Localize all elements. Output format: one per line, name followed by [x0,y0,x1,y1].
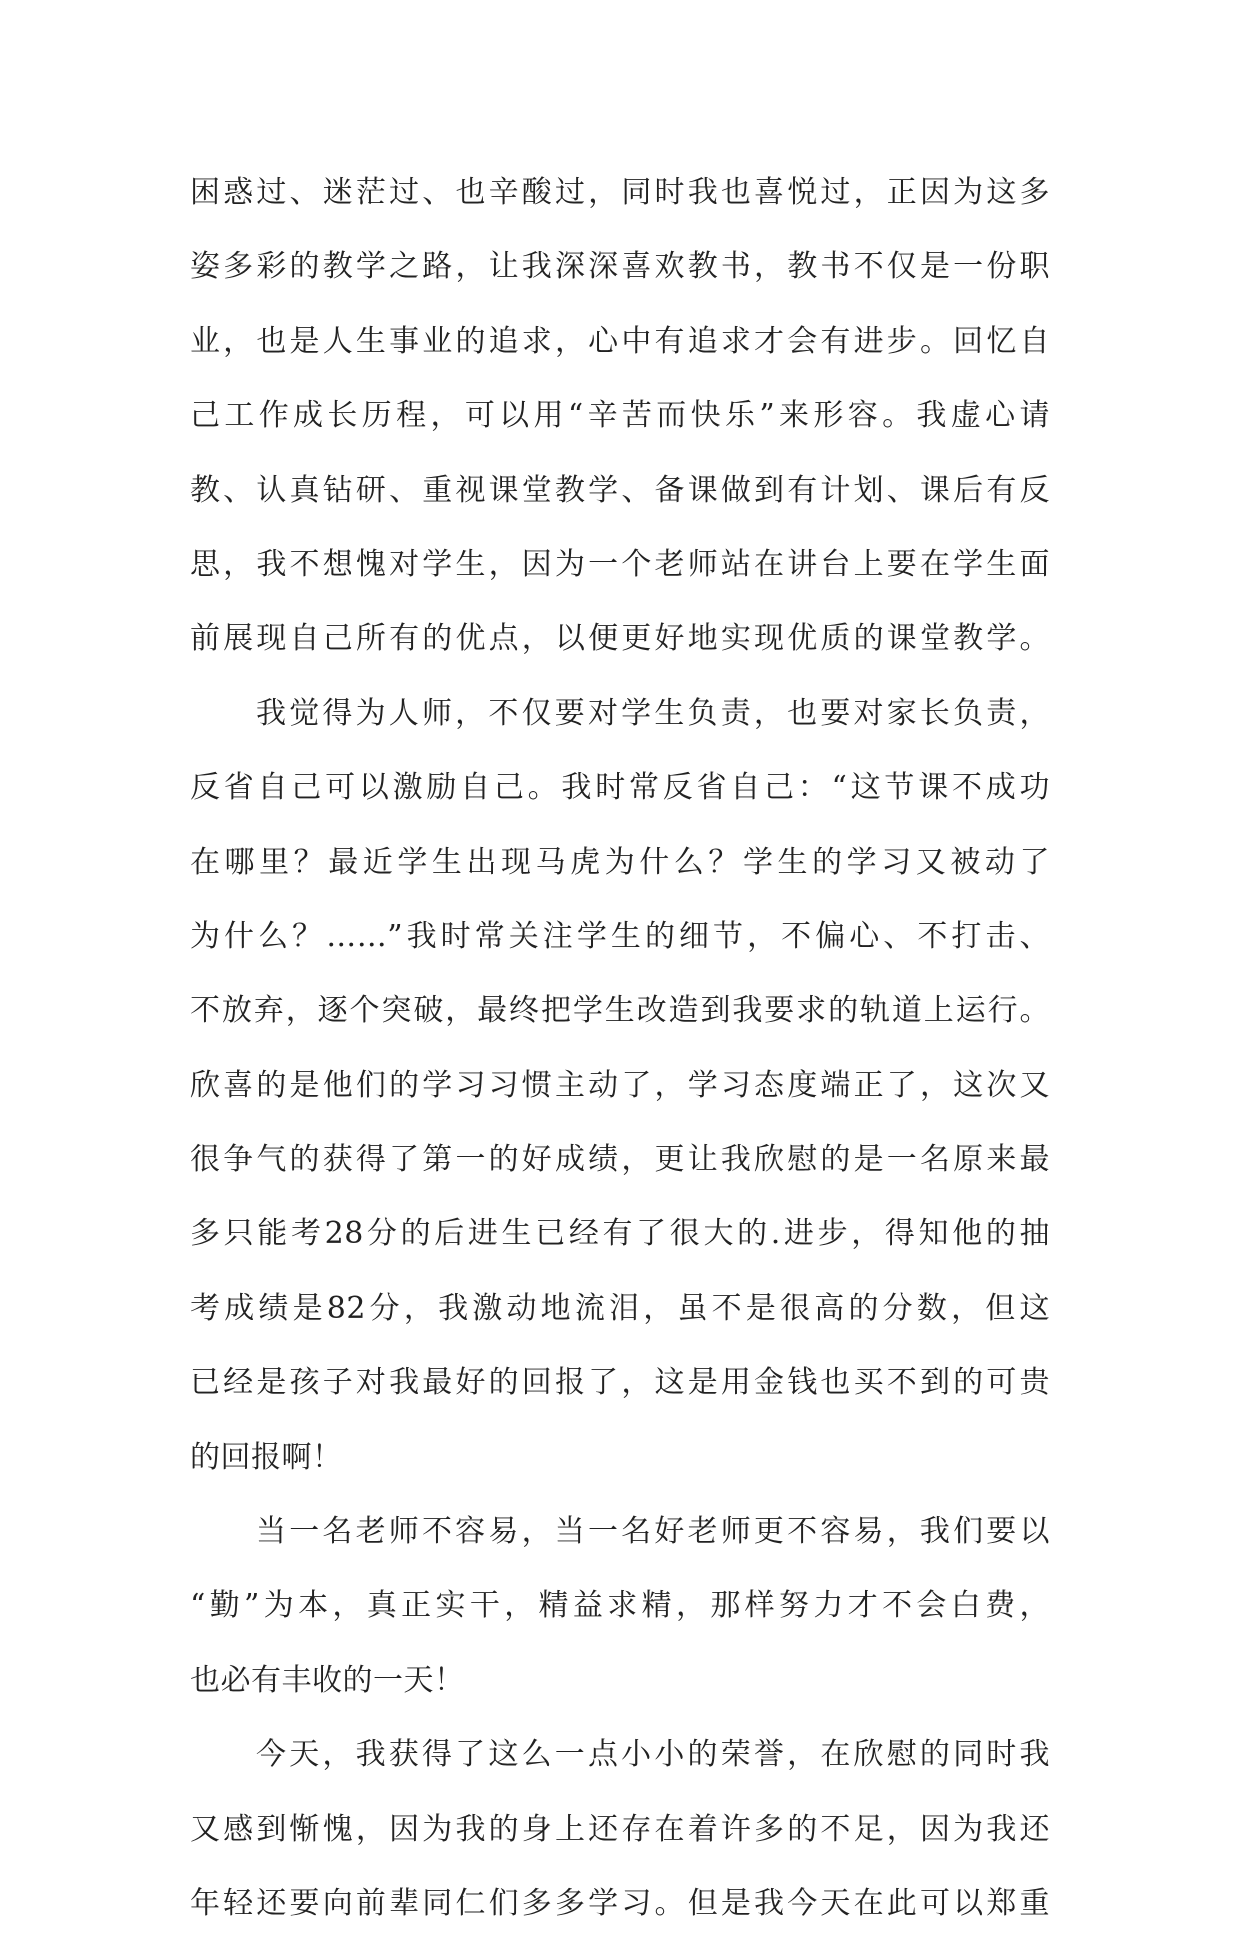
text-line: 教、认真钻研、重视课堂教学、备课做到有计划、课后有反 [190,472,1050,508]
body-text [190,156,1050,1941]
text-line: 己工作成长历程，可以用“辛苦而快乐”来形容。我虚心请 [190,398,1050,434]
text-line: 困惑过、迷茫过、也辛酸过，同时我也喜悦过，正因为这多 [190,175,1050,210]
text-line: 为什么？……”我时常关注学生的细节，不偏心、不打击、 [190,918,1050,954]
paragraph-first-line: 今天，我获得了这么一点小小的荣誉，在欣慰的同时我 [256,1737,1050,1773]
paragraph-first-line: 我觉得为人师，不仅要对学生负责，也要对家长负责， [256,695,1050,731]
text-line: 年轻还要向前辈同仁们多多学习。但是我今天在此可以郑重 [190,1885,1050,1921]
text-line: 多只能考28分的后进生已经有了很大的.进步，得知他的抽 [190,1216,1050,1252]
text-line: 已经是孩子对我最好的回报了，这是用金钱也买不到的可贵 [190,1365,1050,1401]
text-line: 考成绩是82分，我激动地流泪，虽不是很高的分数，但这 [190,1290,1050,1326]
text-line: 在哪里？最近学生出现马虎为什么？学生的学习又被动了 [190,844,1050,880]
text-line: 姿多彩的教学之路，让我深深喜欢教书，教书不仅是一份职 [190,249,1050,285]
text-line: 欣喜的是他们的学习习惯主动了，学习态度端正了，这次又 [190,1067,1050,1103]
text-line: 业，也是人生事业的追求，心中有追求才会有进步。回忆自 [190,323,1050,359]
text-line: 又感到惭愧，因为我的身上还存在着许多的不足，因为我还 [190,1811,1050,1847]
text-line: 前展现自己所有的优点，以便更好地实现优质的课堂教学。 [190,621,1050,657]
text-line: 很争气的获得了第一的好成绩，更让我欣慰的是一名原来最 [190,1142,1050,1178]
paragraph-last-line: 也必有丰收的一天！ [190,1662,465,1698]
text-line: 不放弃，逐个突破，最终把学生改造到我要求的轨道上运行。 [190,993,1050,1029]
text-line: 反省自己可以激励自己。我时常反省自己：“这节课不成功 [190,770,1050,806]
text-line: “勤”为本，真正实干，精益求精，那样努力才不会白费， [190,1588,1050,1624]
paragraph-first-line: 当一名老师不容易，当一名好老师更不容易，我们要以 [256,1514,1050,1550]
paragraph-last-line: 的回报啊！ [190,1439,343,1475]
text-line: 思，我不想愧对学生，因为一个老师站在讲台上要在学生面 [190,546,1050,582]
